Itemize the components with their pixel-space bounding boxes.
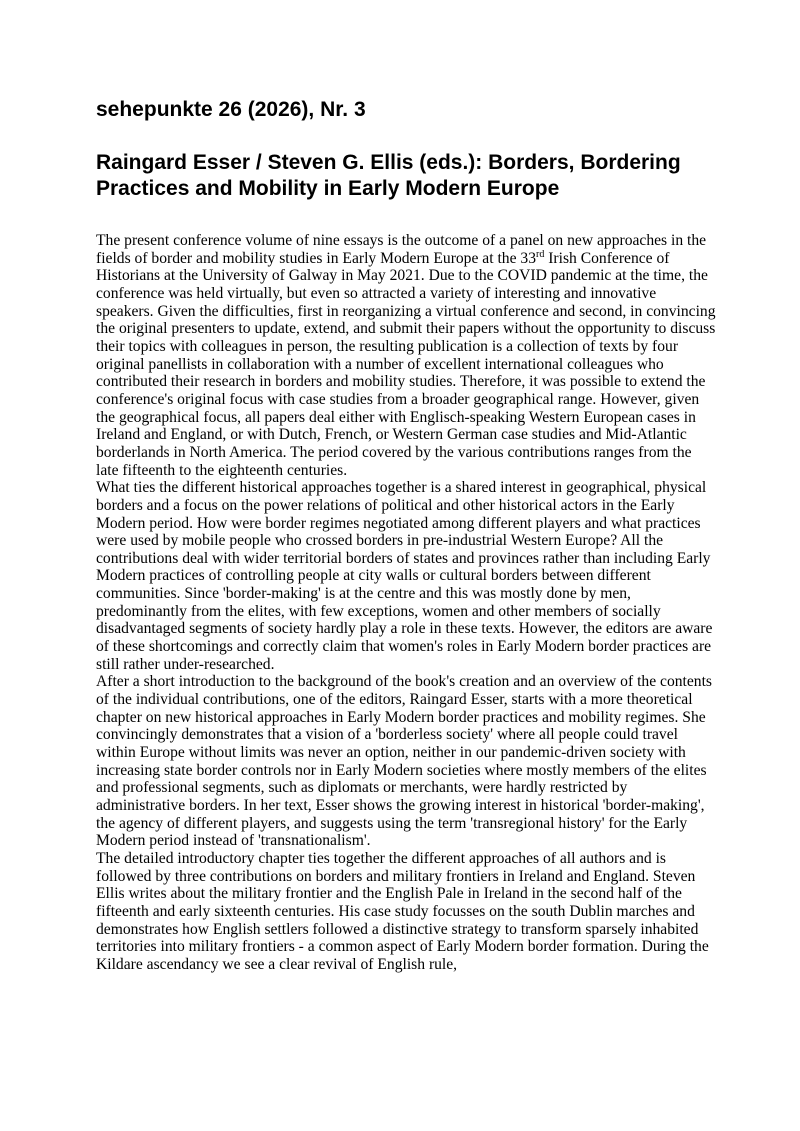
paragraph-intro-rest: Irish Conference of Historians at the University of Galway in May 2021. Due to the COVID pandemic at the time, the conference was held virtually, but even so attracted a variety of interesting and innovative speakers. Given the difficulties, first in reorganizing a virtual conference and second, in convincing the original presenters to update, extend, and submit their papers without the opportunity to discuss their topics with colleagues in person, the resulting publication is a collection of texts by four original panellists in collaboration with a number of excellent international colleagues who contributed their research in borders and mobility studies. Therefore, it was possible to extend the conference's original focus with case studies from a broader geographical range. However, given the geographical focus, all papers deal either with Englisch-speaking Western European cases in Ireland and England, or with Dutch, French, or Western German case studies and Mid-Atlantic borderlands in North America. The period covered by the various contributions ranges from the late fifteenth to the eighteenth centuries. xyxy=(96,249,716,479)
paragraph-intro-start: The present conference volume of nine essays is the outcome of a panel on new approaches in the fields of border and mobility studies in Early Modern Europe at the 33 xyxy=(96,232,707,267)
paragraph-esser-chapter: After a short introduction to the background of the book's creation and an overview of the contents of the individual contributions, one of the editors, Raingard Esser, starts with a more theoretical chapter on new historical approaches in Early Modern border practices and mobility regimes. She convincingly demonstrates that a vision of a 'borderless society' where all people could travel within Europe without limits was never an option, neither in our pandemic-driven society with increasing state border controls nor in Early Modern societies where mostly members of the elites and professional segments, such as diplomats or merchants, were hardly restricted by administrative borders. In her text, Esser shows the growing interest in historical 'border-making', the agency of different players, and suggests using the term 'transregional history' for the Early Modern period instead of 'transnationalism'. xyxy=(96,673,712,850)
paragraph-ellis-chapter: The detailed introductory chapter ties together the different approaches of all authors and is followed by three contributions on borders and military frontiers in Ireland and England. Steven Ellis writes about the military frontier and the English Pale in Ireland in the second half of the fifteenth and early sixteenth centuries. His case study focusses on the south Dublin marches and demonstrates how English settlers followed a distinctive strategy to transform sparsely inhabited territories into military frontiers - a common aspect of Early Modern border formation. During the Kildare ascendancy we see a clear revival of English rule, xyxy=(96,849,709,973)
ordinal-suffix: rd xyxy=(536,248,545,260)
journal-issue-heading: sehepunkte 26 (2026), Nr. 3 xyxy=(96,98,366,121)
review-body xyxy=(96,232,716,974)
review-title: Raingard Esser / Steven G. Ellis (eds.): Borders, Bordering Practices and Mobility in Early Modern Europe xyxy=(96,151,681,200)
paragraph-shared-interest: What ties the different historical approaches together is a shared interest in geographical, physical borders and a focus on the power relations of political and other historical actors in the Early Modern period. How were border regimes negotiated among different players and what practices were used by mobile people who crossed borders in pre-industrial Western Europe? All the contributions deal with wider territorial borders of states and provinces rather than including Early Modern practices of controlling people at city walls or cultural borders between different communities. Since 'border-making' is at the centre and this was mostly done by men, predominantly from the elites, with few exceptions, women and other members of socially disadvantaged segments of society hardly play a role in these texts. However, the editors are aware of these shortcomings and correctly claim that women's roles in Early Modern border practices are still rather under-researched. xyxy=(96,479,713,673)
paragraph-intro xyxy=(96,232,716,479)
